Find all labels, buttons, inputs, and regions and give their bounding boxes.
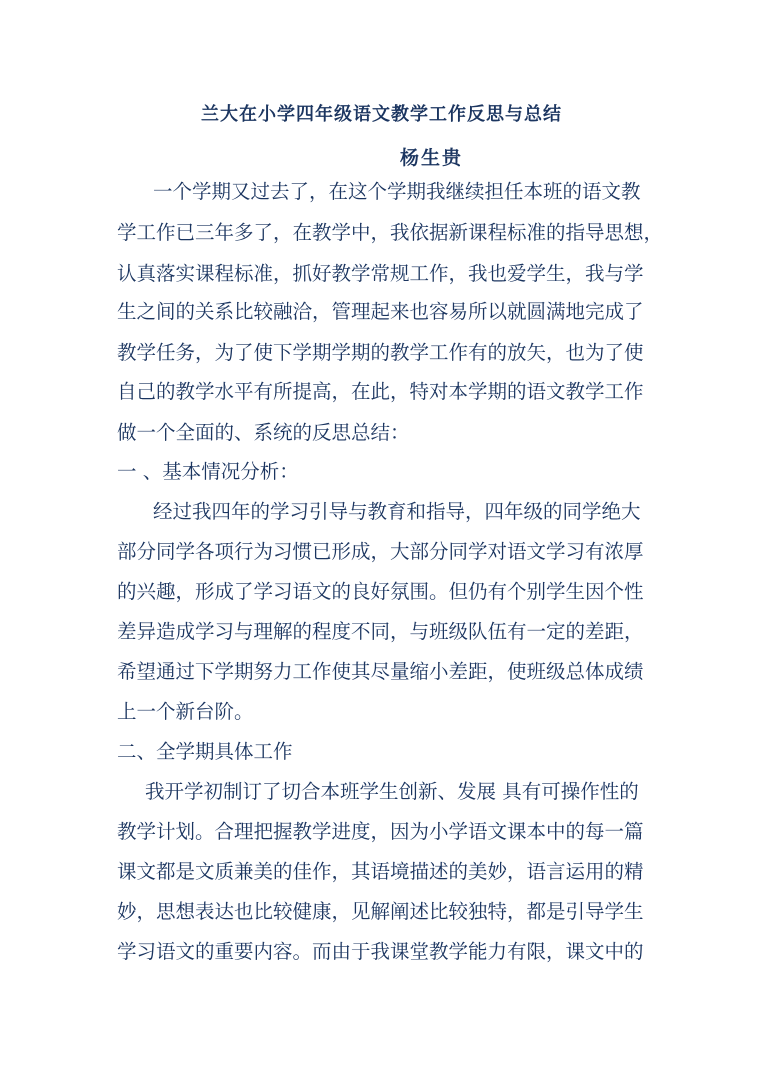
text-line: 我开学初制订了切合本班学生创新、发展 具有可操作性的 [145,780,639,803]
text-line: 教学计划。合理把握教学进度，因为小学语文课本中的每一篇 [117,820,644,843]
document-author: 杨生贵 [400,147,464,169]
text-line: 希望通过下学期努力工作使其尽量缩小差距，使班级总体成绩 [117,660,644,683]
text-line: 部分同学各项行为习惯已形成，大部分同学对语文学习有浓厚 [117,540,644,563]
text-line: 自己的教学水平有所提高，在此，特对本学期的语文教学工作 [117,380,644,403]
text-line: 教学任务，为了使下学期学期的教学工作有的放矢，也为了使 [117,341,644,364]
section-heading: 一 、基本情况分析： [117,460,299,483]
text-line: 的兴趣，形成了学习语文的良好氛围。但仍有个别学生因个性 [117,580,644,603]
text-line: 上一个新台阶。 [117,700,254,723]
document-title: 兰大在小学四年级语文教学工作反思与总结 [201,104,562,125]
text-line: 认真落实课程标准，抓好教学常规工作，我也爱学生，我与学 [117,262,644,285]
text-line: 一个学期又过去了，在这个学期我继续担任本班的语文教 [153,180,641,203]
text-line: 生之间的关系比较融洽，管理起来也容易所以就圆满地完成了 [117,300,644,323]
text-line: 差异造成学习与理解的程度不同，与班级队伍有一定的差距， [117,620,644,643]
text-line: 学工作已三年多了，在教学中，我依据新课程标准的指导思想， [117,221,664,244]
text-line: 课文都是文质兼美的佳作，其语境描述的美妙，语言运用的精 [117,860,644,883]
text-line: 做一个全面的、系统的反思总结： [117,421,410,444]
text-line: 经过我四年的学习引导与教育和指导，四年级的同学绝大 [153,500,641,523]
text-line: 学习语文的重要内容。而由于我课堂教学能力有限，课文中的 [117,940,644,963]
text-line: 妙，思想表达也比较健康，见解阐述比较独特，都是引导学生 [117,900,644,923]
section-heading: 二、全学期具体工作 [117,740,293,763]
